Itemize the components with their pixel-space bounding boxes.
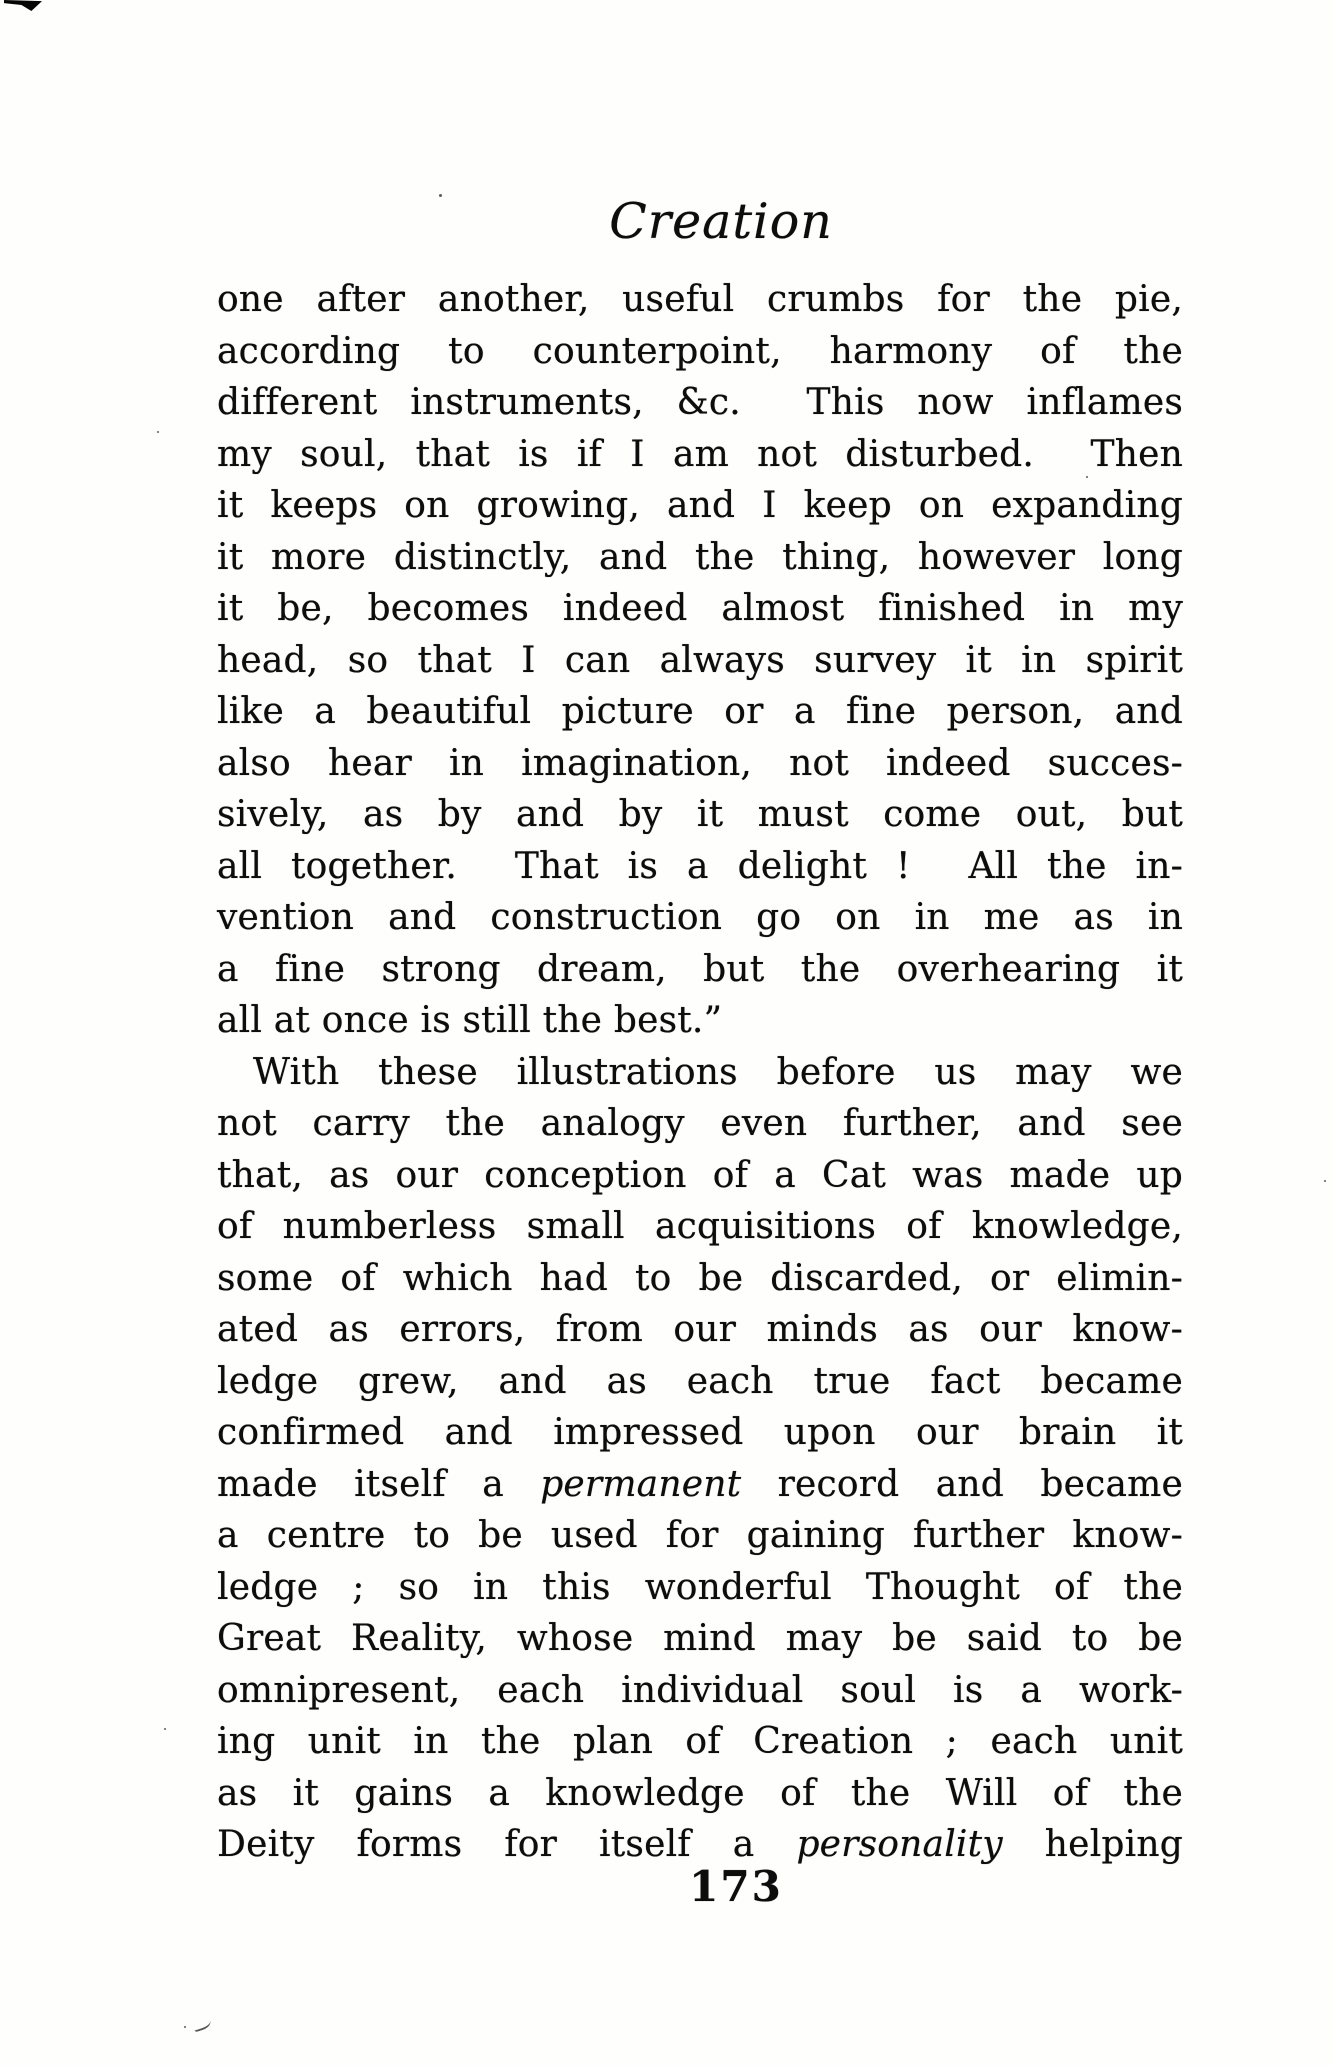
scan-artifact-corner bbox=[4, 0, 42, 11]
text-segment: record and became bbox=[741, 1463, 1183, 1505]
text-line: it keeps on growing, and I keep on expanding bbox=[217, 485, 1183, 526]
text-line-paragraph-end: all at once is still the best.” bbox=[217, 1000, 723, 1041]
emphasized-word: personality bbox=[796, 1824, 1003, 1865]
text-line: it be, becomes indeed almost finished in my bbox=[217, 588, 1183, 629]
scan-speck bbox=[164, 1728, 166, 1730]
text-line: all together. That is a delight ! All the in- bbox=[217, 845, 1183, 887]
text-line: as it gains a knowledge of the Will of the bbox=[217, 1772, 1183, 1814]
scan-speck bbox=[184, 2026, 186, 2028]
scan-speck bbox=[1324, 1180, 1326, 1182]
scan-speck bbox=[439, 194, 442, 197]
page-text bbox=[217, 274, 1183, 1871]
text-line: also hear in imagination, not indeed succes- bbox=[217, 742, 1183, 784]
text-line: a centre to be used for gaining further know- bbox=[217, 1515, 1183, 1556]
text-line: not carry the analogy even further, and see bbox=[217, 1103, 1183, 1144]
text-line: ing unit in the plan of Creation ; each unit bbox=[217, 1721, 1183, 1762]
text-segment: made itself a bbox=[217, 1463, 541, 1505]
text-line: ledge ; so in this wonderful Thought of the bbox=[217, 1566, 1183, 1608]
scan-artifact-squiggle bbox=[192, 2016, 213, 2032]
text-line: like a beautiful picture or a fine person, and bbox=[217, 691, 1183, 732]
text-line: it more distinctly, and the thing, however long bbox=[217, 536, 1183, 578]
text-line: a fine strong dream, but the overhearing it bbox=[217, 948, 1183, 990]
page-number: 173 bbox=[689, 1862, 783, 1911]
text-line: of numberless small acquisitions of knowledge, bbox=[217, 1206, 1183, 1247]
text-line: confirmed and impressed upon our brain it bbox=[217, 1412, 1183, 1453]
text-line: head, so that I can always survey it in spirit bbox=[217, 639, 1183, 681]
text-line: vention and construction go on in me as in bbox=[217, 897, 1183, 938]
text-line: Great Reality, whose mind may be said to be bbox=[217, 1618, 1183, 1659]
text-line: ated as errors, from our minds as our know- bbox=[217, 1309, 1183, 1350]
page-heading: Creation bbox=[609, 193, 833, 250]
text-line: omnipresent, each individual soul is a work- bbox=[217, 1669, 1183, 1711]
text-line: my soul, that is if I am not disturbed. Then bbox=[217, 433, 1183, 475]
text-line bbox=[217, 1459, 1183, 1511]
text-line: that, as our conception of a Cat was made up bbox=[217, 1154, 1183, 1196]
text-line: one after another, useful crumbs for the pie, bbox=[217, 279, 1183, 320]
text-line: some of which had to be discarded, or elimin- bbox=[217, 1257, 1183, 1299]
scan-speck bbox=[157, 431, 159, 433]
text-line-paragraph-start: With these illustrations before us may we bbox=[253, 1051, 1183, 1093]
emphasized-word: permanent bbox=[540, 1463, 742, 1505]
text-segment: Deity forms for itself a bbox=[217, 1824, 797, 1865]
text-line: according to counterpoint, harmony of the bbox=[217, 330, 1183, 372]
text-line: ledge grew, and as each true fact became bbox=[217, 1360, 1183, 1402]
text-line: different instruments, &c. This now inflames bbox=[217, 382, 1183, 423]
text-line: sively, as by and by it must come out, but bbox=[217, 794, 1183, 835]
text-segment: helping bbox=[1002, 1824, 1183, 1865]
